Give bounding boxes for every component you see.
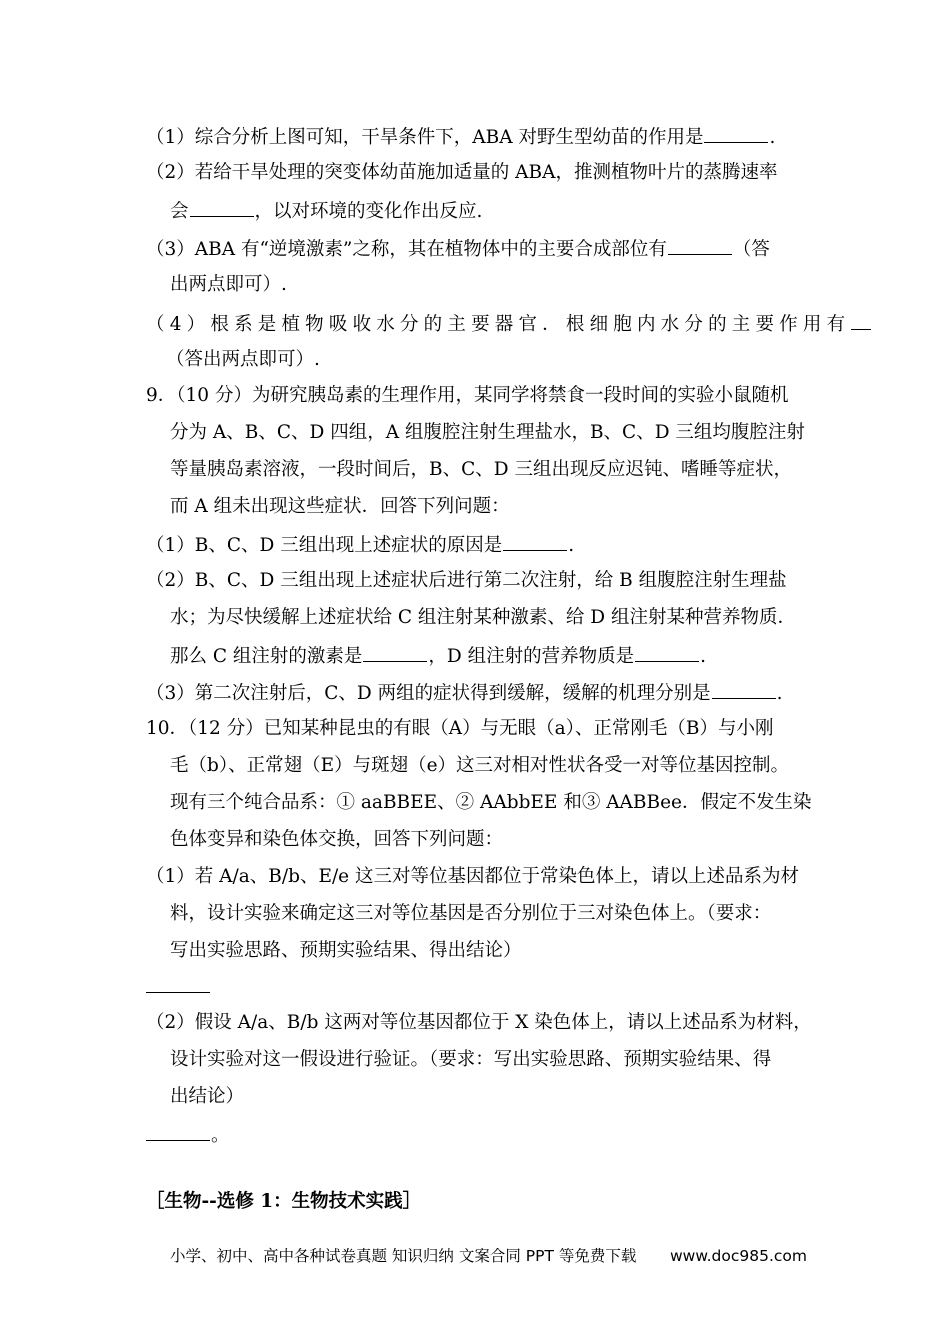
q10-final-answer: 。 — [146, 1122, 230, 1148]
q10-part2-line1: （2）假设 A/a、B/b 这两对等位基因都位于 X 染色体上，请以上述品系为材料， — [146, 1012, 812, 1033]
q9-stem-line2: 分为 A、B、C、D 四组，A 组腹腔注射生理盐水，B、C、D 三组均腹腔注射 — [170, 422, 805, 443]
q9-stem-line3: 等量胰岛素溶液，一段时间后，B、C、D 三组出现反应迟钝、嗜睡等症状， — [170, 459, 792, 480]
q10-part2-line2: 设计实验对这一假设进行验证。（要求：写出实验思路、预期实验结果、得 — [170, 1049, 772, 1070]
q9-stem-line4: 而 A 组未出现这些症状．回答下列问题： — [170, 496, 510, 517]
answer-blank[interactable] — [668, 236, 732, 255]
q9-stem-line1: 9．（10 分）为研究胰岛素的生理作用，某同学将禁食一段时间的实验小鼠随机 — [146, 385, 789, 406]
q9-part1: （1）B、C、D 三组出现上述症状的原因是 . — [146, 532, 574, 558]
answer-blank[interactable] — [712, 680, 776, 699]
q9-part3: （3）第二次注射后，C、D 两组的症状得到缓解，缓解的机理分别是 . — [146, 680, 783, 706]
q8-part3-line1: （3）ABA 有“逆境激素”之称，其在植物体中的主要合成部位有 （答 — [146, 236, 770, 262]
q10-part1-line1: （1）若 A/a、B/b、E/e 这三对等位基因都位于常染色体上，请以上述品系为材 — [146, 866, 800, 887]
q9-part2-line1: （2）B、C、D 三组出现上述症状后进行第二次注射，给 B 组腹腔注射生理盐 — [146, 570, 787, 591]
answer-blank[interactable] — [363, 643, 427, 662]
section-heading: ［生物--选修 1：生物技术实践］ — [146, 1191, 422, 1212]
footer-link[interactable]: www.doc985.com — [670, 1247, 807, 1265]
q8-part2-line2: 会 ，以对环境的变化作出反应. — [170, 198, 482, 224]
answer-line[interactable] — [146, 992, 210, 993]
answer-blank[interactable] — [503, 532, 567, 551]
q8-part3-line2: 出两点即可）. — [170, 274, 287, 295]
q8-part4-line1: （4）根系是植物吸收水分的主要器官．根细胞内水分的主要作用有 — [146, 311, 872, 337]
q10-stem-line1: 10．（12 分）已知某种昆虫的有眼（A）与无眼（a）、正常刚毛（B）与小刚 — [146, 718, 774, 739]
answer-blank[interactable] — [190, 198, 254, 217]
q8-part4-line2: （答出两点即可）. — [166, 349, 320, 370]
answer-blank[interactable] — [635, 643, 699, 662]
q8-part1: （1）综合分析上图可知，干旱条件下，ABA 对野生型幼苗的作用是 . — [146, 124, 775, 150]
q10-stem-line2: 毛（b）、正常翅（E）与斑翅（e）这三对相对性状各受一对等位基因控制。 — [170, 755, 790, 776]
q10-stem-line3: 现有三个纯合品系：① aaBBEE、② AAbbEE 和③ AABBee．假定不发生染 — [170, 792, 812, 813]
q9-part2-line3: 那么 C 组注射的激素是 ，D 组注射的营养物质是 . — [170, 643, 706, 669]
q10-stem-line4: 色体变异和染色体交换，回答下列问题： — [170, 829, 504, 850]
q9-part2-line2: 水；为尽快缓解上述症状给 C 组注射某种激素、给 D 组注射某种营养物质． — [170, 607, 797, 628]
answer-blank[interactable] — [851, 311, 871, 330]
answer-blank[interactable] — [146, 1122, 210, 1141]
q10-part1-line2: 料，设计实验来确定这三对等位基因是否分别位于三对染色体上。（要求： — [170, 903, 772, 924]
q8-part2-line1: （2）若给干旱处理的突变体幼苗施加适量的 ABA，推测植物叶片的蒸腾速率 — [146, 162, 778, 183]
footer-text: 小学、初中、高中各种试卷真题 知识归纳 文案合同 PPT 等免费下载 — [170, 1247, 637, 1265]
q10-part2-line3: 出结论） — [170, 1086, 245, 1107]
q10-part1-line3: 写出实验思路、预期实验结果、得出结论） — [170, 940, 522, 961]
answer-blank[interactable] — [704, 124, 768, 143]
